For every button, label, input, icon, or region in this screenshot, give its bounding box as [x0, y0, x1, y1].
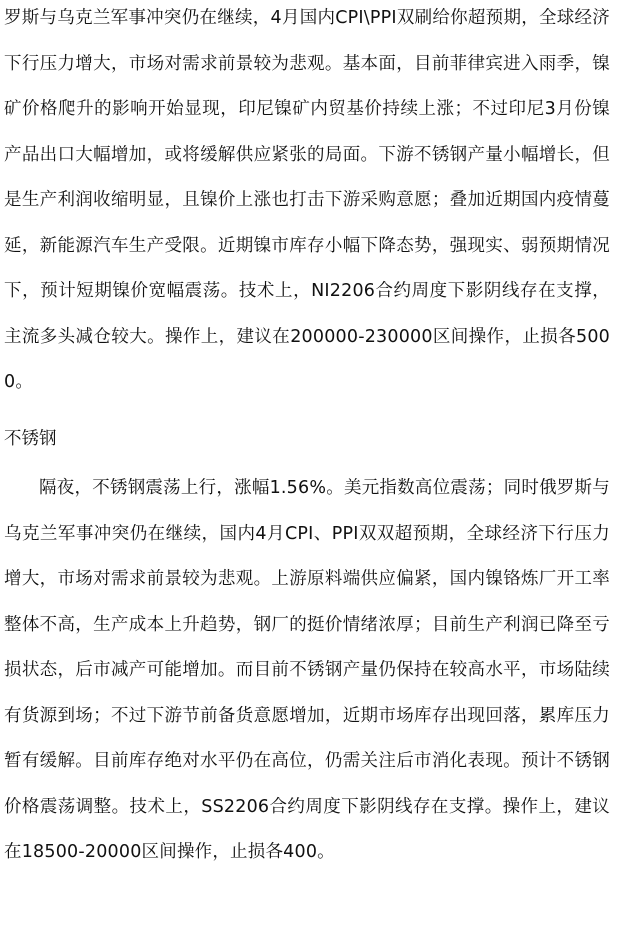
stainless-steel-heading: 不锈钢: [4, 429, 57, 449]
nickel-analysis-paragraph: 罗斯与乌克兰军事冲突仍在继续，4月国内CPI\PPI双刷给你超预期，全球经济下行压力增大，市场对需求前景较为悲观。基本面，目前菲律宾进入雨季，镍矿价格爬升的影响开始显现，印尼镍矿内贸基价持续上涨；不过印尼3月份镍产品出口大幅增加，或将缓解供应紧张的局面。下游不锈钢产量小幅增长，但是生产利润收缩明显，且镍价上涨也打击下游采购意愿；叠加近期国内疫情蔓延，新能源汽车生产受限。近期镍市库存小幅下降态势，强现实、弱预期情况下，预计短期镍价宽幅震荡。技术上，NI2206合约周度下影阴线存在支撑，主流多头减仓较大。操作上，建议在200000-230000区间操作，止损各5000。: [4, 8, 610, 392]
stainless-steel-analysis-paragraph: 隔夜，不锈钢震荡上行，涨幅1.56%。美元指数高位震荡；同时俄罗斯与乌克兰军事冲突仍在继续，国内4月CPI、PPI双双超预期，全球经济下行压力增大，市场对需求前景较为悲观。上游原料端供应偏紧，国内镍铬炼厂开工率整体不高，生产成本上升趋势，钢厂的挺价情绪浓厚；目前生产利润已降至亏损状态，后市减产可能增加。而目前不锈钢产量仍保持在较高水平，市场陆续有货源到场；不过下游节前备货意愿增加，近期市场库存出现回落，累库压力暂有缓解。目前库存绝对水平仍在高位，仍需关注后市消化表现。预计不锈钢价格震荡调整。技术上，SS2206合约周度下影阴线存在支撑。操作上，建议在18500-20000区间操作，止损各400。: [4, 478, 610, 862]
